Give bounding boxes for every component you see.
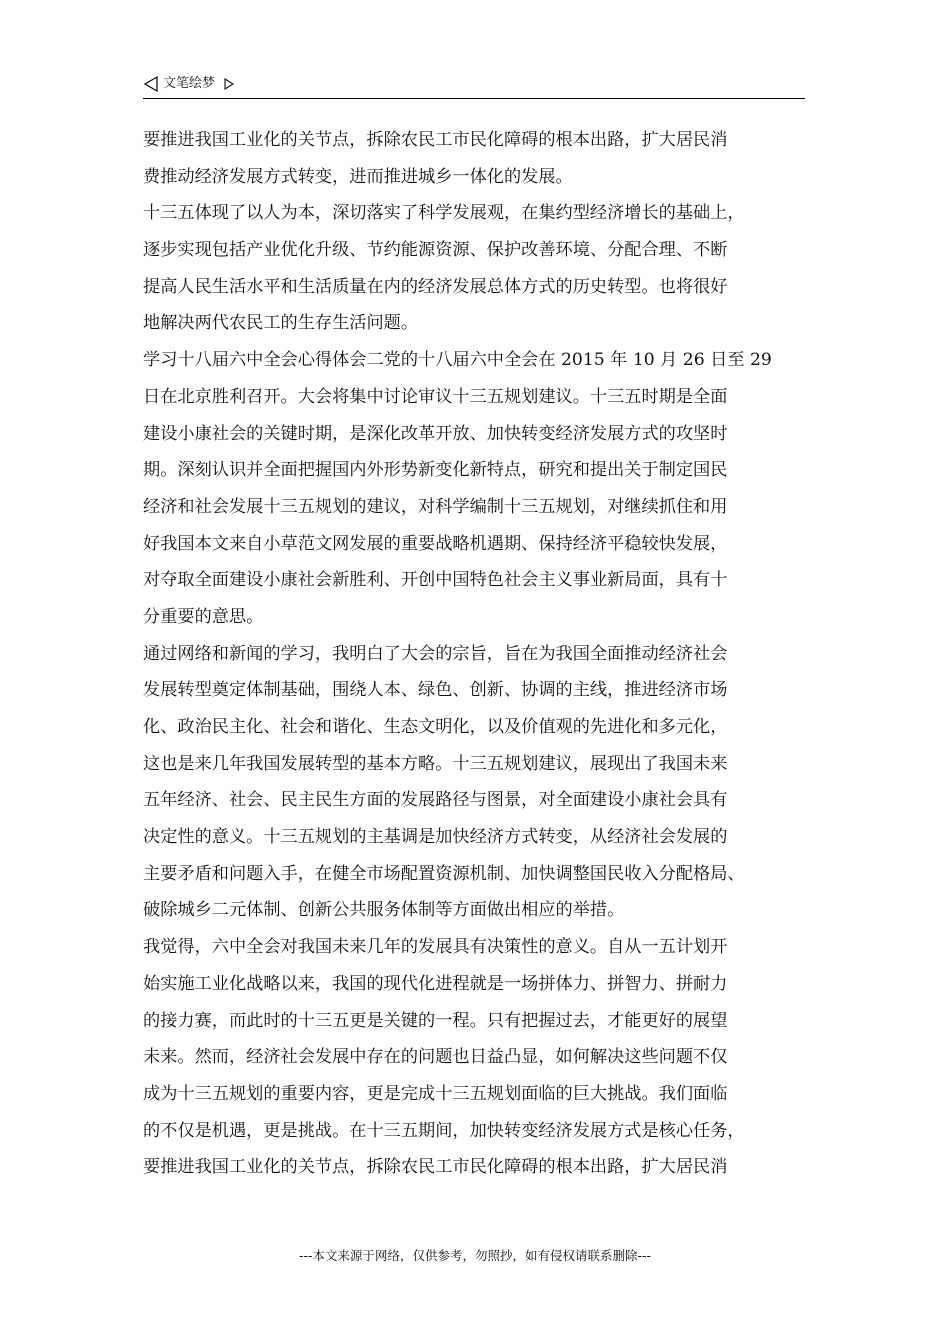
text-line: 好我国本文来自小草范文网发展的重要战略机遇期、保持经济平稳较快发展， <box>143 533 728 554</box>
text-line: 分重要的意思。 <box>143 606 264 627</box>
left-triangle-icon <box>143 75 159 93</box>
brand-text: 文笔绘梦 <box>163 76 216 91</box>
text-line: 建设小康社会的关键时期，是深化改革开放、加快转变经济发展方式的攻坚时 <box>143 423 728 444</box>
document-body <box>143 122 809 1186</box>
text-line: 要推进我国工业化的关节点，拆除农民工市民化障碍的根本出路，扩大居民消 <box>143 130 728 150</box>
text-line: 十三五体现了以人为本，深切落实了科学发展观，在集约型经济增长的基础上， <box>143 203 745 224</box>
text-line: 未来。然而，经济社会发展中存在的问题也日益凸显，如何解决这些问题不仅 <box>143 1047 728 1068</box>
text-line: 学习十八届六中全会心得体会二党的十八届六中全会在 2015 年 10 月 26 日至 29 <box>143 350 772 371</box>
page-header <box>143 74 805 99</box>
text-line: 提高人民生活水平和生活质量在内的经济发展总体方式的历史转型。也将很好 <box>143 276 728 297</box>
right-triangle-icon <box>223 77 235 91</box>
text-line: 成为十三五规划的重要内容，更是完成十三五规划面临的巨大挑战。我们面临 <box>143 1083 728 1104</box>
text-line: 通过网络和新闻的学习，我明白了大会的宗旨，旨在为我国全面推动经济社会 <box>143 643 728 664</box>
text-line: 期。深刻认识并全面把握国内外形势新变化新特点，研究和提出关于制定国民 <box>143 460 728 481</box>
text-line: 主要矛盾和问题入手，在健全市场配置资源机制、加快调整国民收入分配格局、 <box>143 863 745 884</box>
text-line: 的不仅是机遇，更是挑战。在十三五期间，加快转变经济发展方式是核心任务， <box>143 1120 745 1141</box>
text-line: 要推进我国工业化的关节点，拆除农民工市民化障碍的根本出路，扩大居民消 <box>143 1157 728 1178</box>
text-line: 费推动经济发展方式转变，进而推进城乡一体化的发展。 <box>143 166 573 187</box>
text-line: 化、政治民主化、社会和谐化、生态文明化，以及价值观的先进化和多元化， <box>143 717 728 737</box>
text-line: 的接力赛，而此时的十三五更是关键的一程。只有把握过去，才能更好的展望 <box>143 1010 728 1031</box>
page-footer: ---本文来源于网络，仅供参考，勿照抄，如有侵权请联系删除--- <box>298 1248 652 1263</box>
text-line: 对夺取全面建设小康社会新胜利、开创中国特色社会主义事业新局面，具有十 <box>143 570 728 591</box>
header-brand <box>143 74 235 94</box>
text-line: 地解决两代农民工的生存生活问题。 <box>143 313 419 334</box>
text-line: 发展转型奠定体制基础，围绕人本、绿色、创新、协调的主线，推进经济市场 <box>143 680 728 701</box>
text-line: 决定性的意义。十三五规划的主基调是加快经济方式转变，从经济社会发展的 <box>143 827 728 848</box>
text-line: 始实施工业化战略以来，我国的现代化进程就是一场拼体力、拼智力、拼耐力 <box>143 973 728 994</box>
text-line: 逐步实现包括产业优化升级、节约能源资源、保护改善环境、分配合理、不断 <box>143 240 728 261</box>
text-line: 经济和社会发展十三五规划的建议，对科学编制十三五规划，对继续抓住和用 <box>143 496 728 517</box>
text-line: 这也是来几年我国发展转型的基本方略。十三五规划建议，展现出了我国未来 <box>143 753 728 774</box>
text-line: 我觉得，六中全会对我国未来几年的发展具有决策性的意义。自从一五计划开 <box>143 937 728 958</box>
text-line: 破除城乡二元体制、创新公共服务体制等方面做出相应的举措。 <box>143 900 625 921</box>
text-line: 日在北京胜利召开。大会将集中讨论审议十三五规划建议。十三五时期是全面 <box>143 386 728 407</box>
text-line: 五年经济、社会、民主民生方面的发展路径与图景，对全面建设小康社会具有 <box>143 790 728 811</box>
